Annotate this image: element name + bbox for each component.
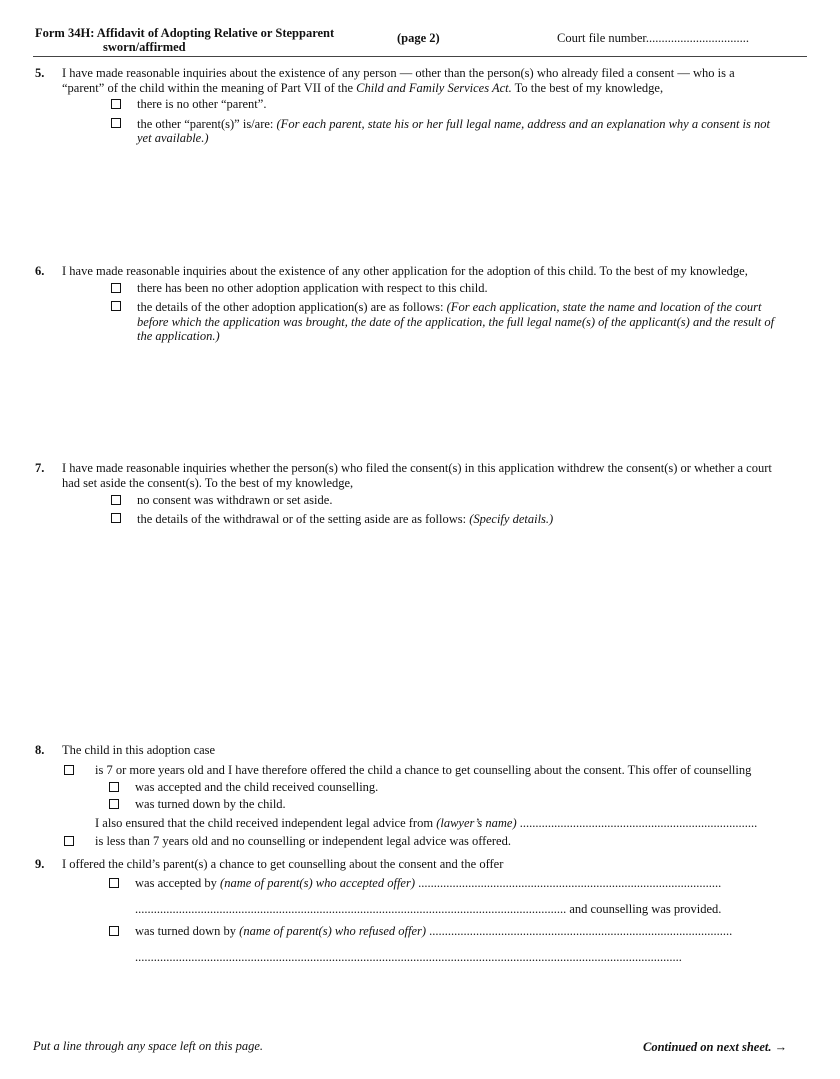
section-7-text: I have made reasonable inquiries whether the person(s) who filed the consent(s) in this application withdrew the consent(s) or whether a court	[62, 461, 772, 475]
section-5-text: I have made reasonable inquiries about the existence of any person — other than the person(s) who already filed a consent — who is a	[62, 66, 735, 80]
page-label: (page 2)	[397, 31, 440, 45]
refused-parents-field[interactable]: .................................................................................................	[429, 924, 733, 938]
section-5-number: 5.	[35, 66, 45, 80]
checkbox-no-other-parent[interactable]	[111, 99, 121, 109]
section-7-text-2: had set aside the consent(s). To the best of my knowledge,	[62, 476, 354, 490]
option-no-other-parent: there is no other “parent”.	[137, 97, 267, 111]
section-6-text: I have made reasonable inquiries about the existence of any other application for the adoption of this child. To the best of my knowledge,	[62, 264, 748, 278]
accepted-parents-line-2: .......................................................................................................................................... and counselling was provided.	[135, 902, 722, 916]
checkbox-child-accepted[interactable]	[109, 782, 119, 792]
option-other-parent-2: yet available.)	[137, 131, 209, 145]
option-withdrawal-details: the details of the withdrawal or of the setting aside are as follows: (Specify details.)	[137, 512, 554, 526]
checkbox-child-turned-down[interactable]	[109, 799, 119, 809]
form-subtitle: sworn/affirmed	[103, 40, 186, 54]
option-other-application-2: before which the application was brought, the date of the application, the full legal name(s) of the applicant(s) and the result of	[137, 315, 775, 329]
footer-continued: Continued on next sheet. →	[643, 1040, 788, 1054]
accepted-parents-field-2[interactable]: ..........................................................................................................................................	[135, 902, 567, 916]
option-no-consent-withdrawn: no consent was withdrawn or set aside.	[137, 493, 333, 507]
refused-parents-line-2[interactable]: ...............................................................................................................................................................................	[135, 950, 682, 964]
option-child-under-7: is less than 7 years old and no counselling or independent legal advice was offered.	[95, 834, 511, 848]
checkbox-parent-accepted[interactable]	[109, 878, 119, 888]
lawyer-name-field[interactable]: ............................................................................	[519, 816, 758, 830]
section-5-text-2: “parent” of the child within the meaning of Part VII of the Child and Family Services Act. To the best of my knowledge,	[62, 81, 664, 95]
option-child-turned-down: was turned down by the child.	[135, 797, 286, 811]
court-file-number[interactable]: Court file number.................................	[557, 31, 749, 45]
checkbox-parent-refused[interactable]	[109, 926, 119, 936]
section-8-text: The child in this adoption case	[62, 743, 216, 757]
checkbox-child-under-7[interactable]	[64, 836, 74, 846]
option-no-other-application: there has been no other adoption application with respect to this child.	[137, 281, 488, 295]
legal-advice-line: I also ensured that the child received independent legal advice from (lawyer’s name) ............................................................................	[95, 816, 758, 830]
option-other-parent: the other “parent(s)” is/are: (For each parent, state his or her full legal name, address and an explanation why a consent is not	[137, 117, 770, 131]
checkbox-child-7-or-more[interactable]	[64, 765, 74, 775]
section-8-number: 8.	[35, 743, 45, 757]
checkbox-other-parent[interactable]	[111, 118, 121, 128]
section-6-number: 6.	[35, 264, 45, 278]
option-child-accepted: was accepted and the child received counselling.	[135, 780, 379, 794]
section-7-number: 7.	[35, 461, 45, 475]
option-child-7-or-more: is 7 or more years old and I have therefore offered the child a chance to get counselling about the consent. This offer of counselling	[95, 763, 752, 777]
option-other-application-3: the application.)	[137, 329, 220, 343]
checkbox-other-application[interactable]	[111, 301, 121, 311]
checkbox-no-other-application[interactable]	[111, 283, 121, 293]
option-other-application: the details of the other adoption application(s) are as follows: (For each application, state the name and location of the court	[137, 300, 762, 314]
arrow-right-icon: →	[774, 1040, 788, 1054]
option-parent-accepted: was accepted by (name of parent(s) who accepted offer) .................................................................................................	[135, 876, 722, 890]
accepted-parents-field[interactable]: .................................................................................................	[418, 876, 722, 890]
form-title: Form 34H: Affidavit of Adopting Relative or Stepparent	[35, 26, 335, 40]
header-rule	[33, 56, 807, 57]
checkbox-withdrawal-details[interactable]	[111, 513, 121, 523]
footer-instruction: Put a line through any space left on this page.	[33, 1039, 264, 1053]
checkbox-no-consent-withdrawn[interactable]	[111, 495, 121, 505]
section-9-text: I offered the child’s parent(s) a chance to get counselling about the consent and the offer	[62, 857, 504, 871]
section-9-number: 9.	[35, 857, 45, 871]
option-parent-refused: was turned down by (name of parent(s) who refused offer) .................................................................................................	[135, 924, 733, 938]
